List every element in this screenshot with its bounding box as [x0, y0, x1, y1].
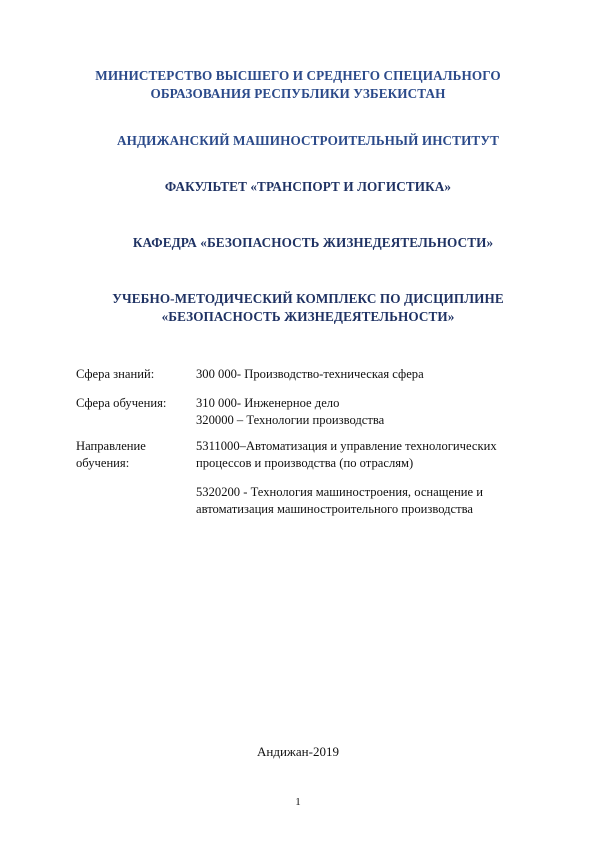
knowledge-value: 300 000- Производство-техническая сфера [196, 367, 424, 381]
complex-line-2: «БЕЗОПАСНОСТЬ ЖИЗНЕДЕЯТЕЛЬНОСТИ» [161, 309, 455, 324]
direction-value-1 [196, 438, 541, 472]
direction-value-1-line-1: 5311000–Автоматизация и управление технологических [196, 439, 497, 453]
direction-label [76, 438, 194, 472]
education-value [196, 395, 541, 429]
department-heading: КАФЕДРА «БЕЗОПАСНОСТЬ ЖИЗНЕДЕЯТЕЛЬНОСТИ» [132, 235, 494, 250]
direction-value-2-line-2: автоматизация машиностроительного производства [196, 502, 474, 516]
complex-line-1: УЧЕБНО-МЕТОДИЧЕСКИЙ КОМПЛЕКС ПО ДИСЦИПЛИНЕ [112, 291, 504, 306]
complex-heading [60, 290, 556, 326]
knowledge-label: Сфера знаний: [76, 367, 155, 381]
direction-label-1: Направление [76, 439, 146, 453]
institute-heading: АНДИЖАНСКИЙ МАШИНОСТРОИТЕЛЬНЫЙ ИНСТИТУТ [116, 133, 500, 148]
education-value-2: 320000 – Технологии производства [196, 413, 385, 427]
city-year: Андижан-2019 [257, 744, 339, 759]
ministry-line-1: МИНИСТЕРСТВО ВЫСШЕГО И СРЕДНЕГО СПЕЦИАЛЬНОГО [95, 68, 501, 83]
faculty-heading: ФАКУЛЬТЕТ «ТРАНСПОРТ И ЛОГИСТИКА» [164, 179, 452, 194]
direction-value-2-line-1: 5320200 - Технология машиностроения, оснащение и [196, 485, 483, 499]
ministry-heading [40, 67, 556, 103]
ministry-line-2: ОБРАЗОВАНИЯ РЕСПУБЛИКИ УЗБЕКИСТАН [150, 86, 446, 101]
education-label: Сфера обучения: [76, 396, 167, 410]
education-value-1: 310 000- Инженерное дело [196, 396, 340, 410]
direction-value-2 [196, 484, 541, 518]
direction-value-1-line-2: процессов и производства (по отраслям) [196, 456, 414, 470]
page-number: 1 [295, 796, 301, 808]
direction-label-2: обучения: [76, 456, 130, 470]
